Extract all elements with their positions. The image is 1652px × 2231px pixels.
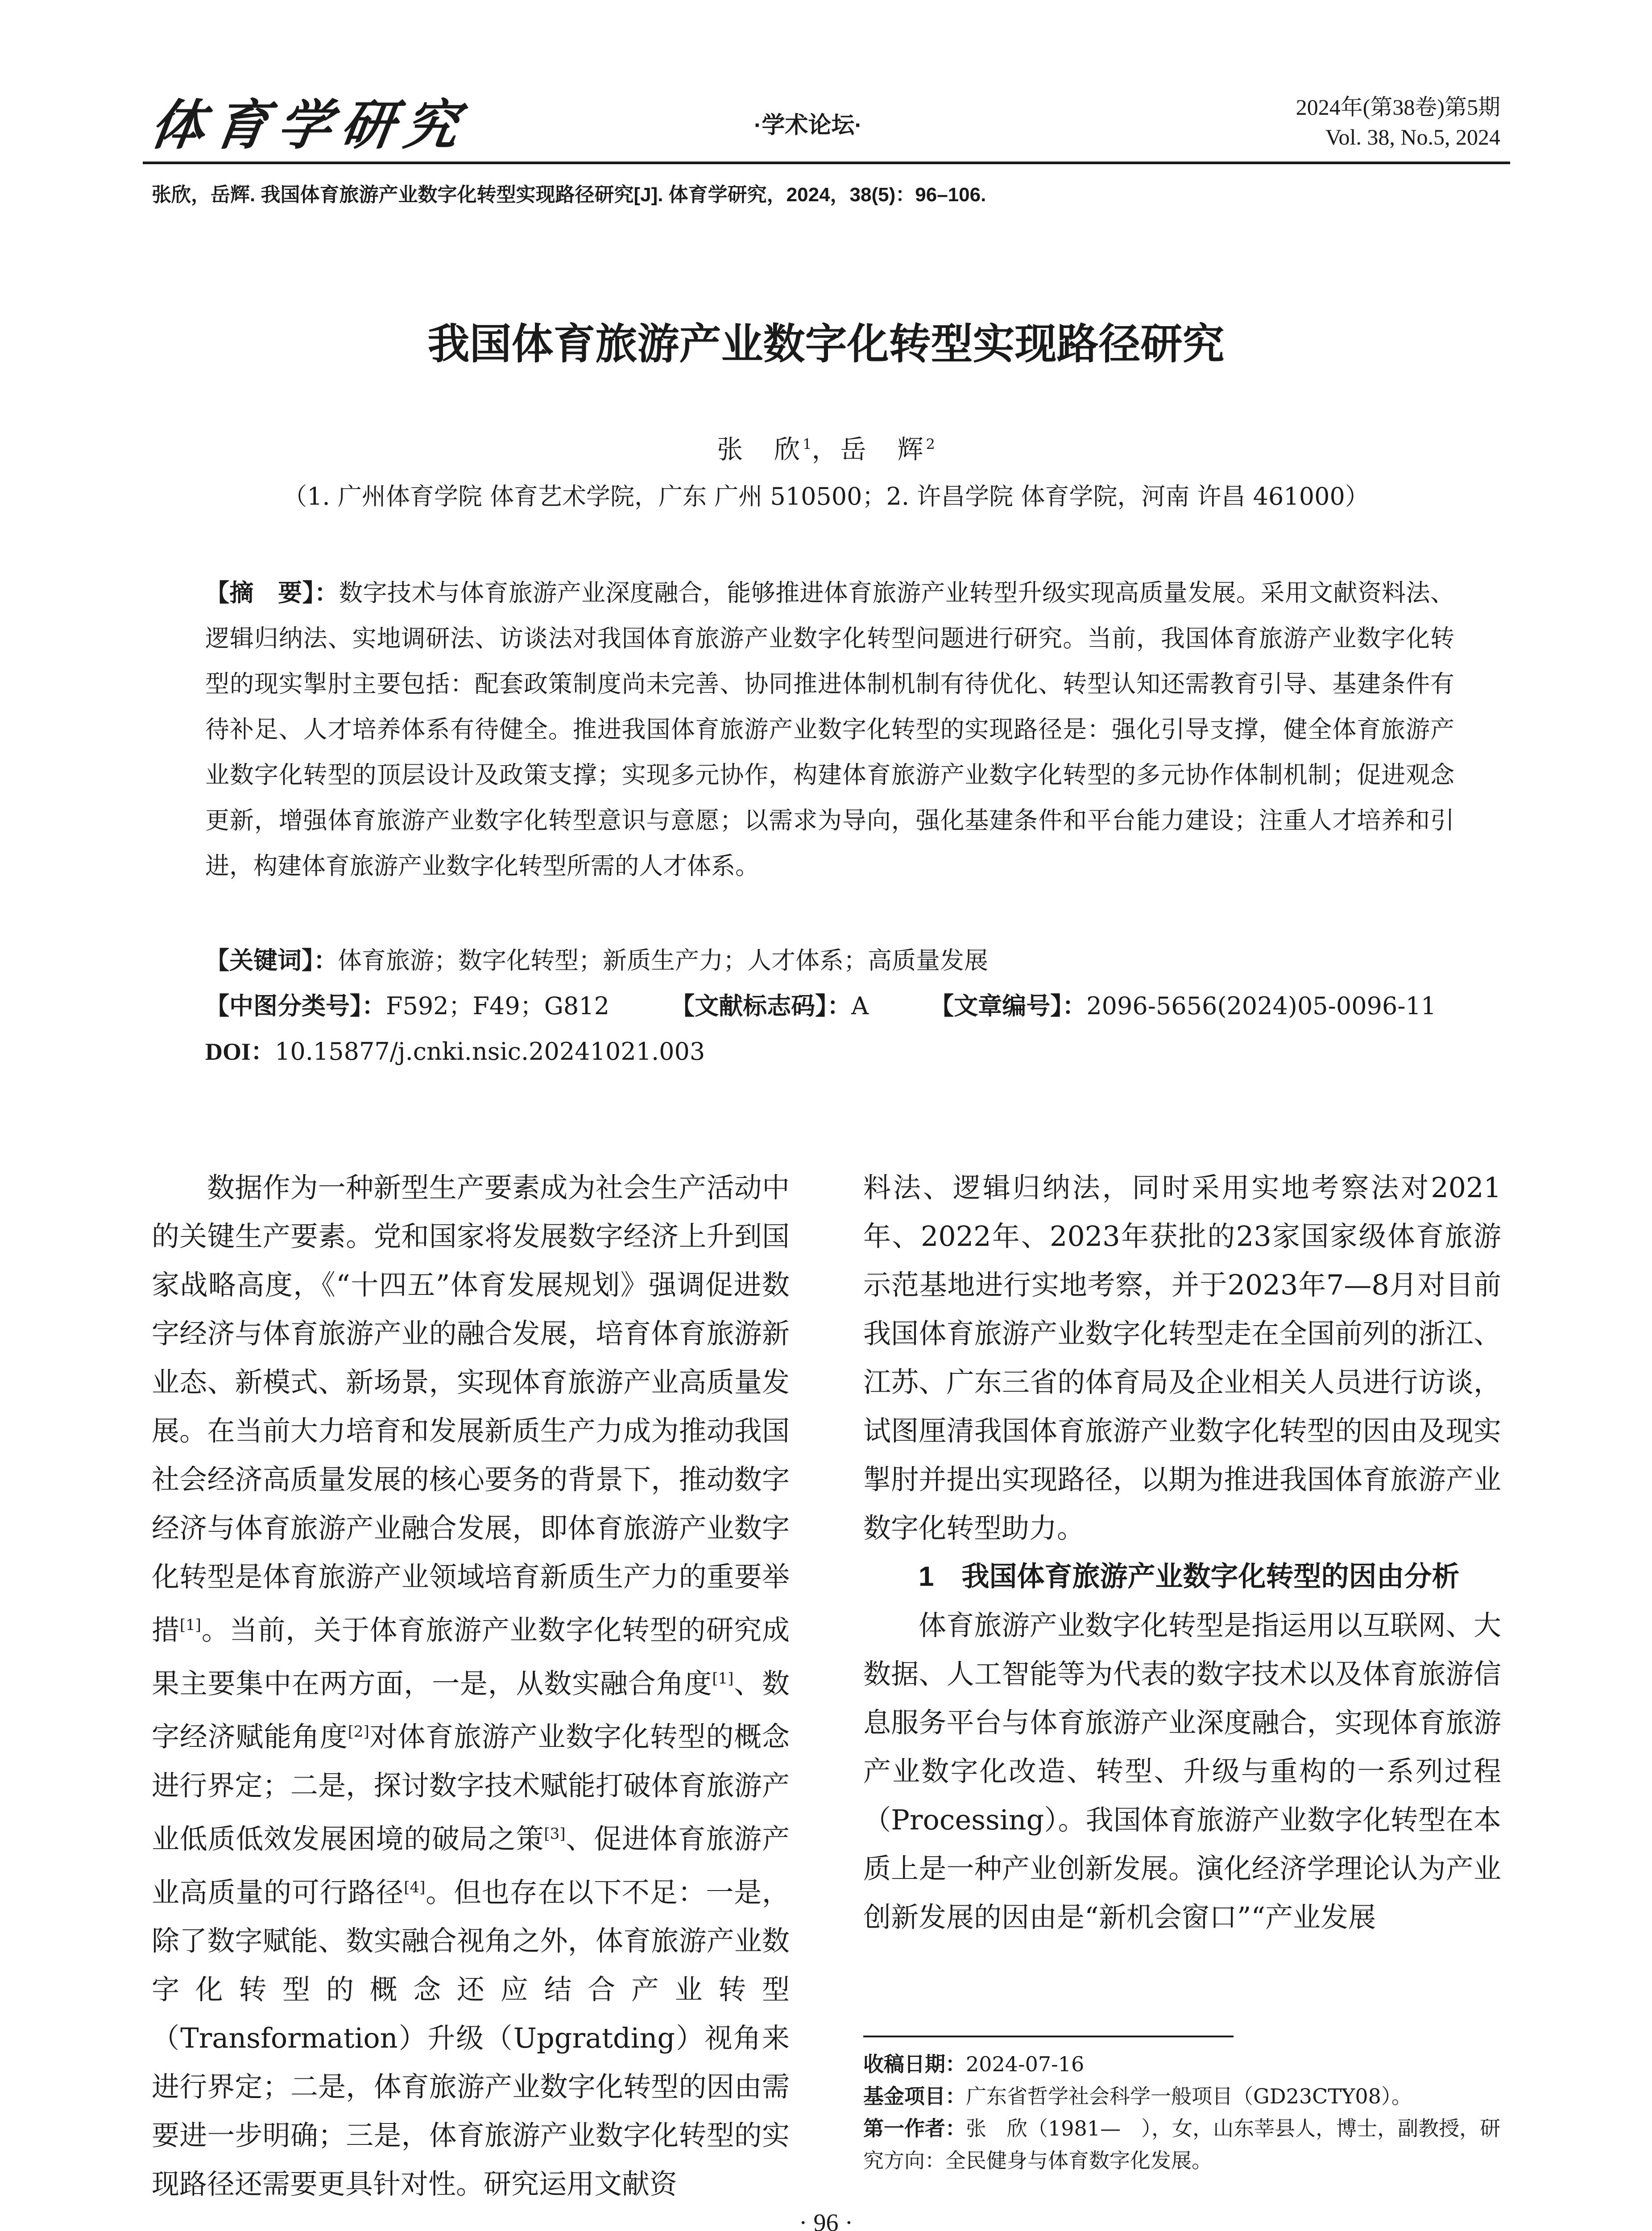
section-1-heading: 1 我国体育旅游产业数字化转型的因由分析 xyxy=(919,1561,1460,1592)
received-date xyxy=(863,2048,1501,2080)
fund-project-label: 基金项目： xyxy=(863,2085,966,2108)
received-date-value: 2024-07-16 xyxy=(966,2052,1085,2076)
reference-mark: [4] xyxy=(404,1878,426,1896)
page-number: · 96 · xyxy=(799,2209,853,2231)
author-2-affil-mark: 2 xyxy=(926,435,935,453)
header-rule xyxy=(143,162,1510,164)
citation-line: 张欣，岳辉. 我国体育旅游产业数字化转型实现路径研究[J]. 体育学研究，2024，38(5)：96–106. xyxy=(152,184,986,206)
article-no-value: 2096-5656(2024)05-0096-11 xyxy=(1086,992,1437,1020)
author-line xyxy=(0,428,1652,466)
body-text: 、数字经济赋能角度 xyxy=(152,1667,790,1753)
abstract xyxy=(205,570,1454,889)
issue-info-chinese: 2024年(第38卷)第5期 xyxy=(1296,95,1500,120)
reference-mark: [1] xyxy=(712,1669,734,1688)
first-author-label: 第一作者： xyxy=(863,2117,966,2140)
abstract-label: 【摘 要】： xyxy=(205,580,339,606)
issue-info-english: Vol. 38, No.5, 2024 xyxy=(1325,124,1500,149)
abstract-text: 数字技术与体育旅游产业深度融合，能够推进体育旅游产业转型升级实现高质量发展。采用文献资料法、逻辑归纳法、实地调研法、访谈法对我国体育旅游产业数字化转型问题进行研究。当前，我国体育旅游产业数字化转型的现实掣肘主要包括：配套政策制度尚未完善、协同推进体制机制有待优化、转型认知还需教育引导、基建条件有待补足、人才培养体系有待健全。推进我国体育旅游产业数字化转型的实现路径是：强化引导支撑，健全体育旅游产业数字化转型的顶层设计及政策支撑；实现多元协作，构建体育旅游产业数字化转型的多元协作体制机制；促进观念更新，增强体育旅游产业数字化转型意识与意愿；以需求为导向，强化基建条件和平台能力建设；注重人才培养和引进，构建体育旅游产业数字化转型所需的人才体系。 xyxy=(205,579,1455,880)
classification-line xyxy=(205,987,1436,1021)
body-text: 对体育旅游产业数字化转型的概念进行界定；二是，探讨数字技术赋能打破体育旅游产业低质低效发展困境的破局之策 xyxy=(152,1720,790,1855)
body-text: 。但也存在以下不足：一是，除了数字赋能、数实融合视角之外，体育旅游产业数字化转型的概念还应结合产业转型（Transformation）升级（Upgratding）视角来进行界定；二是，体育旅游产业数字化转型的因由需要进一步明确；三是，体育旅游产业数字化转型的实现路径还需要更具针对性。研究运用文献资 xyxy=(152,1876,790,2201)
reference-mark: [3] xyxy=(544,1825,566,1843)
doi-value: 10.15877/j.cnki.nsic.20241021.003 xyxy=(275,1037,705,1066)
keywords-text: 体育旅游；数字化转型；新质生产力；人才体系；高质量发展 xyxy=(338,946,988,975)
first-author-value: 张 欣（1981— ），女，山东莘县人，博士，副教授，研究方向：全民健身与体育数字化发展。 xyxy=(863,2116,1501,2173)
doi-line xyxy=(205,1033,705,1067)
body-text: 数据作为一种新型生产要素成为社会生产活动中的关键生产要素。党和国家将发展数字经济上升到国家战略高度，《“十四五”体育发展规划》强调促进数字经济与体育旅游产业的融合发展，培育体育旅游新业态、新模式、新场景，实现体育旅游产业高质量发展。在当前大力培育和发展新质生产力成为推动我国社会经济高质量发展的核心要务的背景下，推动数字经济与体育旅游产业融合发展，即体育旅游产业数字化转型是体育旅游产业领域培育新质生产力的重要举措 xyxy=(152,1171,790,1646)
body-column-right xyxy=(863,1163,1501,1941)
reference-mark: [1] xyxy=(179,1616,201,1634)
body-column-left xyxy=(152,1163,790,2208)
affiliations: （1. 广州体育学院 体育艺术学院，广东 广州 510500；2. 许昌学院 体育学院，河南 许昌 461000） xyxy=(283,482,1369,510)
column-name: ·学术论坛· xyxy=(754,112,862,138)
keywords-label: 【关键词】： xyxy=(205,947,338,974)
body-text: 、促进体育旅游产业高质量的可行路径 xyxy=(152,1822,790,1909)
fund-project xyxy=(863,2080,1501,2112)
author-2: 岳 辉 xyxy=(840,434,926,464)
intro-paragraph-continued: 料法、逻辑归纳法，同时采用实地考察法对2021年、2022年、2023年获批的23家国家级体育旅游示范基地进行实地考察，并于2023年7—8月对目前我国体育旅游产业数字化转型走在全国前列的浙江、江苏、广东三省的体育局及企业相关人员进行访谈，试图厘清我国体育旅游产业数字化转型的因由及现实掣肘并提出实现路径，以期为推进我国体育旅游产业数字化转型助力。 xyxy=(863,1171,1501,1544)
section-1-paragraph: 体育旅游产业数字化转型是指运用以互联网、大数据、人工智能等为代表的数字技术以及体育旅游信息服务平台与体育旅游产业深度融合，实现体育旅游产业数字化改造、转型、升级与重构的一系列过程（Processing）。我国体育旅游产业数字化转型在本质上是一种产业创新发展。演化经济学理论认为产业创新发展的因由是“新机会窗口”“产业发展 xyxy=(863,1609,1501,1933)
author-1: 张 欣 xyxy=(717,434,803,464)
doi-label: DOI： xyxy=(205,1038,275,1065)
intro-paragraph xyxy=(152,1163,790,2208)
footnote-rule xyxy=(863,2036,1234,2037)
doc-code-label: 【文献标志码】： xyxy=(671,993,852,1020)
footnotes xyxy=(863,2048,1501,2177)
clc-label: 【中图分类号】： xyxy=(205,993,386,1020)
keywords xyxy=(205,941,988,976)
doc-code-value: A xyxy=(851,992,869,1020)
article-title: 我国体育旅游产业数字化转型实现路径研究 xyxy=(427,320,1225,367)
journal-logo: 体育学研究 xyxy=(146,94,472,157)
first-author xyxy=(863,2112,1501,2177)
body-text: 。当前，关于体育旅游产业数字化转型的研究成果主要集中在两方面，一是，从数实融合角度 xyxy=(152,1613,790,1700)
author-separator: ， xyxy=(812,434,840,464)
fund-project-value: 广东省哲学社会科学一般项目（GD23CTY08）。 xyxy=(966,2084,1412,2108)
article-no-label: 【文章编号】： xyxy=(930,993,1087,1020)
clc-value: F592；F49；G812 xyxy=(386,992,609,1020)
reference-mark: [2] xyxy=(348,1723,369,1741)
author-1-affil-mark: 1 xyxy=(803,435,812,453)
received-date-label: 收稿日期： xyxy=(863,2053,966,2076)
